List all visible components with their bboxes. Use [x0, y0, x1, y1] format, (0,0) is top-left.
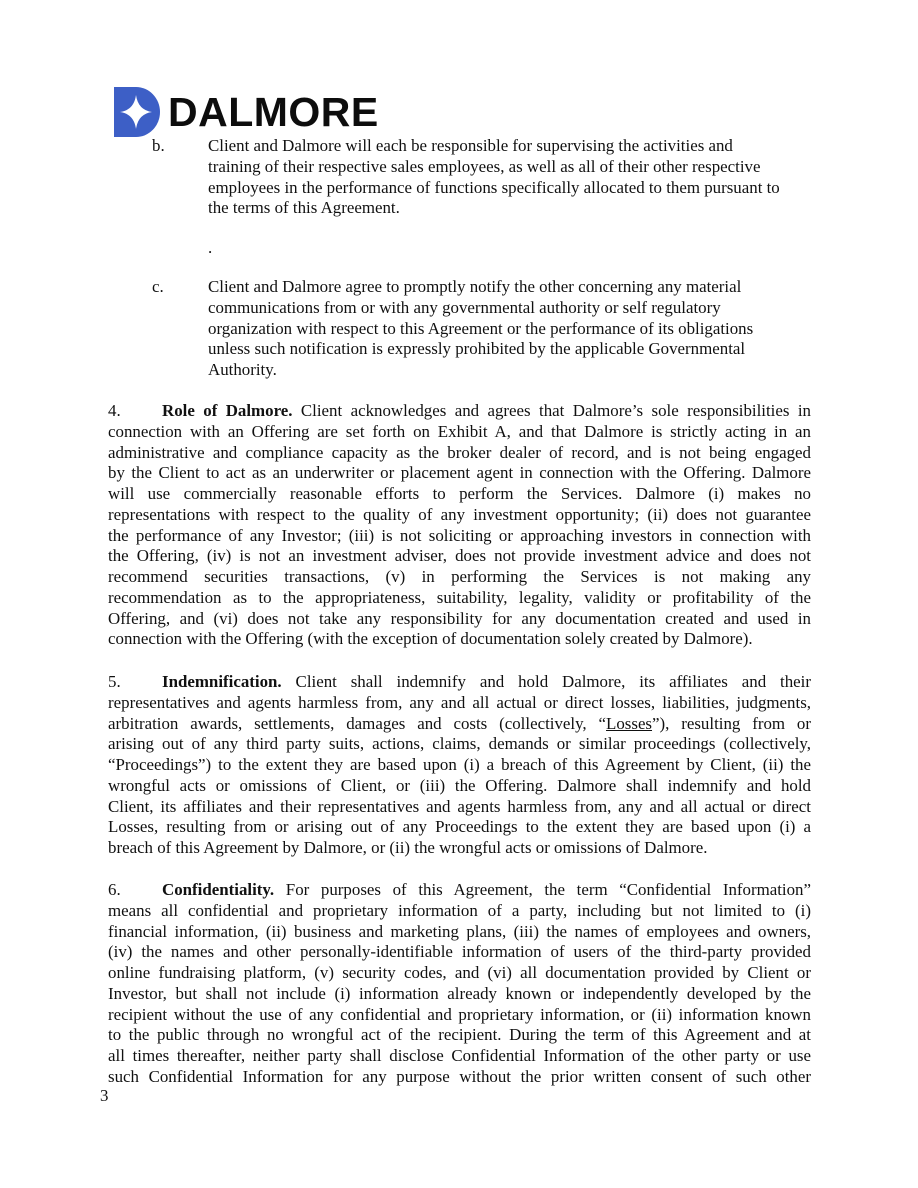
dalmore-logo-mark-icon [114, 87, 162, 137]
text-segment: will use commercially reasonable efforts to perform the Services. Dalmore (i) makes no [108, 484, 811, 503]
section-heading: Role of Dalmore. [162, 401, 293, 420]
text-segment: Investor, but shall not include (i) information already known or independently developed by the [108, 983, 811, 1003]
section-5-indemnification [108, 672, 811, 859]
text-segment: arising out of any third party suits, actions, claims, demands or similar proceedings (collectively, [108, 734, 811, 754]
text-line [108, 714, 811, 735]
dalmore-logo [114, 86, 379, 138]
text-segment: “Proceedings”) to the extent they are based upon (i) a breach of this Agreement by Client, (ii) the [108, 755, 811, 774]
text-line [108, 984, 811, 1005]
text-segment: recipient without the use of any confidential and proprietary information, or (ii) information known [108, 1004, 811, 1024]
list-item-b [152, 136, 820, 219]
text-line [108, 880, 811, 901]
text-segment: Client acknowledges and agrees that Dalmore’s sole responsibilities in [292, 401, 811, 420]
text-line [108, 755, 811, 776]
section-heading: Indemnification. [162, 672, 282, 691]
text-segment: Offering, and (vi) does not take any responsibility for any documentation created and used in [108, 608, 811, 628]
text-segment: arbitration awards, settlements, damages and costs (collectively, “ [108, 713, 607, 733]
text-line [108, 693, 811, 714]
text-segment: Client shall indemnify and hold Dalmore, its affiliates and their [281, 672, 811, 691]
text-segment: breach of this Agreement by Dalmore, or (ii) the wrongful acts or omissions of Dalmore. [108, 838, 708, 857]
text-segment: For purposes of this Agreement, the term “Confidential Information” [274, 880, 811, 899]
text-line [108, 463, 811, 484]
text-segment: online fundraising platform, (v) security codes, and (vi) all documentation provided by Client or [108, 963, 811, 982]
text-line: employees in the performance of functions specifically allocated to them pursuant to [208, 177, 780, 197]
text-line [108, 401, 811, 422]
text-line [108, 484, 811, 505]
text-line [108, 1005, 811, 1026]
text-segment: connection with the Offering (with the exception of documentation solely created by Dalmore). [108, 629, 753, 649]
text-line [108, 797, 811, 818]
text-line [108, 942, 811, 963]
section-heading: Confidentiality. [162, 880, 275, 899]
text-line [108, 567, 811, 588]
text-segment: ”), resulting from or [652, 713, 811, 733]
text-line: organization with respect to this Agreement or the performance of its obligations [208, 318, 754, 338]
logo-wordmark: DALMORE [168, 88, 379, 135]
item-label: c. [152, 277, 164, 296]
text-segment: the performance of any Investor; (iii) is not soliciting or approaching investors in connection with [108, 525, 811, 545]
text-segment: (iv) the names and other personally-identifiable information of users of the third-party provided [108, 942, 811, 962]
text-segment: the Offering, (iv) is not an investment adviser, does not provide investment advice and does not [108, 546, 811, 566]
text-line [108, 443, 811, 464]
text-segment: connection with an Offering are set forth on Exhibit A, and that Dalmore is strictly acting in an [108, 421, 811, 441]
section-4-role-of-dalmore [108, 401, 811, 650]
text-segment: means all confidential and proprietary information of a party, including but not limited to (i) [108, 900, 811, 920]
text-line [108, 1025, 811, 1046]
text-line [108, 922, 811, 943]
text-line: the terms of this Agreement. [208, 198, 400, 218]
item-text [208, 277, 820, 381]
text-line [108, 734, 811, 755]
text-line [108, 422, 811, 443]
text-line [108, 776, 811, 797]
text-line [108, 901, 811, 922]
text-line [108, 629, 811, 650]
text-line: training of their respective sales employees, as well as all of their other respective [208, 156, 761, 176]
text-segment: representatives and agents harmless from, any and all actual or direct losses, liabilities, judgments, [108, 692, 811, 712]
text-line [108, 609, 811, 630]
text-line: unless such notification is expressly prohibited by the applicable Governmental [208, 339, 746, 359]
text-line [108, 963, 811, 984]
text-segment: wrongful acts or omissions of Client, or (iii) the Offering. Dalmore shall indemnify and hold [108, 775, 811, 795]
text-segment: recommendation as to the appropriateness, suitability, legality, validity or profitability of the [108, 587, 811, 607]
text-line: Authority. [208, 360, 277, 379]
section-6-confidentiality [108, 880, 811, 1088]
text-line: communications from or with any governmental authority or self regulatory [208, 297, 721, 317]
page-number: 3 [100, 1086, 109, 1105]
text-segment: administrative and compliance capacity as the broker dealer of record, and is not being engaged [108, 442, 811, 462]
text-segment: by the Client to act as an underwriter or placement agent in connection with the Offering. Dalmore [108, 463, 811, 483]
stray-period: . [208, 238, 213, 257]
item-text [208, 136, 820, 219]
text-segment: financial information, (ii) business and marketing plans, (iii) the names of employees and owners, [108, 921, 811, 941]
section-number: 6. [108, 880, 121, 899]
section-number: 4. [108, 401, 121, 420]
text-line [108, 672, 811, 693]
text-line: Client and Dalmore agree to promptly notify the other concerning any material [208, 277, 742, 296]
text-segment: recommend securities transactions, (v) in performing the Services is not making any [108, 567, 811, 586]
text-segment: Client, its affiliates and their representatives and agents harmless from, any and all actual or direct [108, 796, 811, 816]
text-segment: representations with respect to the quality of any investment opportunity; (ii) does not guarantee [108, 504, 811, 524]
text-line [108, 526, 811, 547]
text-segment: Losses, resulting from or arising out of any Proceedings to the extent they are based upon (i) a [108, 817, 811, 837]
list-item-c [152, 277, 820, 381]
text-segment: all times thereafter, neither party shall disclose Confidential Information of the other party or use [108, 1046, 811, 1065]
text-segment: such Confidential Information for any purpose without the prior written consent of such other [108, 1066, 811, 1086]
section-number: 5. [108, 672, 121, 691]
defined-term: Losses [606, 713, 653, 733]
text-line [108, 1067, 811, 1088]
text-line [108, 1046, 811, 1067]
text-line [108, 505, 811, 526]
text-line [108, 588, 811, 609]
item-label: b. [152, 136, 165, 155]
text-line [108, 817, 811, 838]
text-line [108, 546, 811, 567]
text-segment: to the public through no wrongful act of the recipient. During the term of this Agreement and at [108, 1025, 811, 1045]
text-line [108, 838, 811, 859]
text-line: Client and Dalmore will each be responsible for supervising the activities and [208, 136, 733, 155]
